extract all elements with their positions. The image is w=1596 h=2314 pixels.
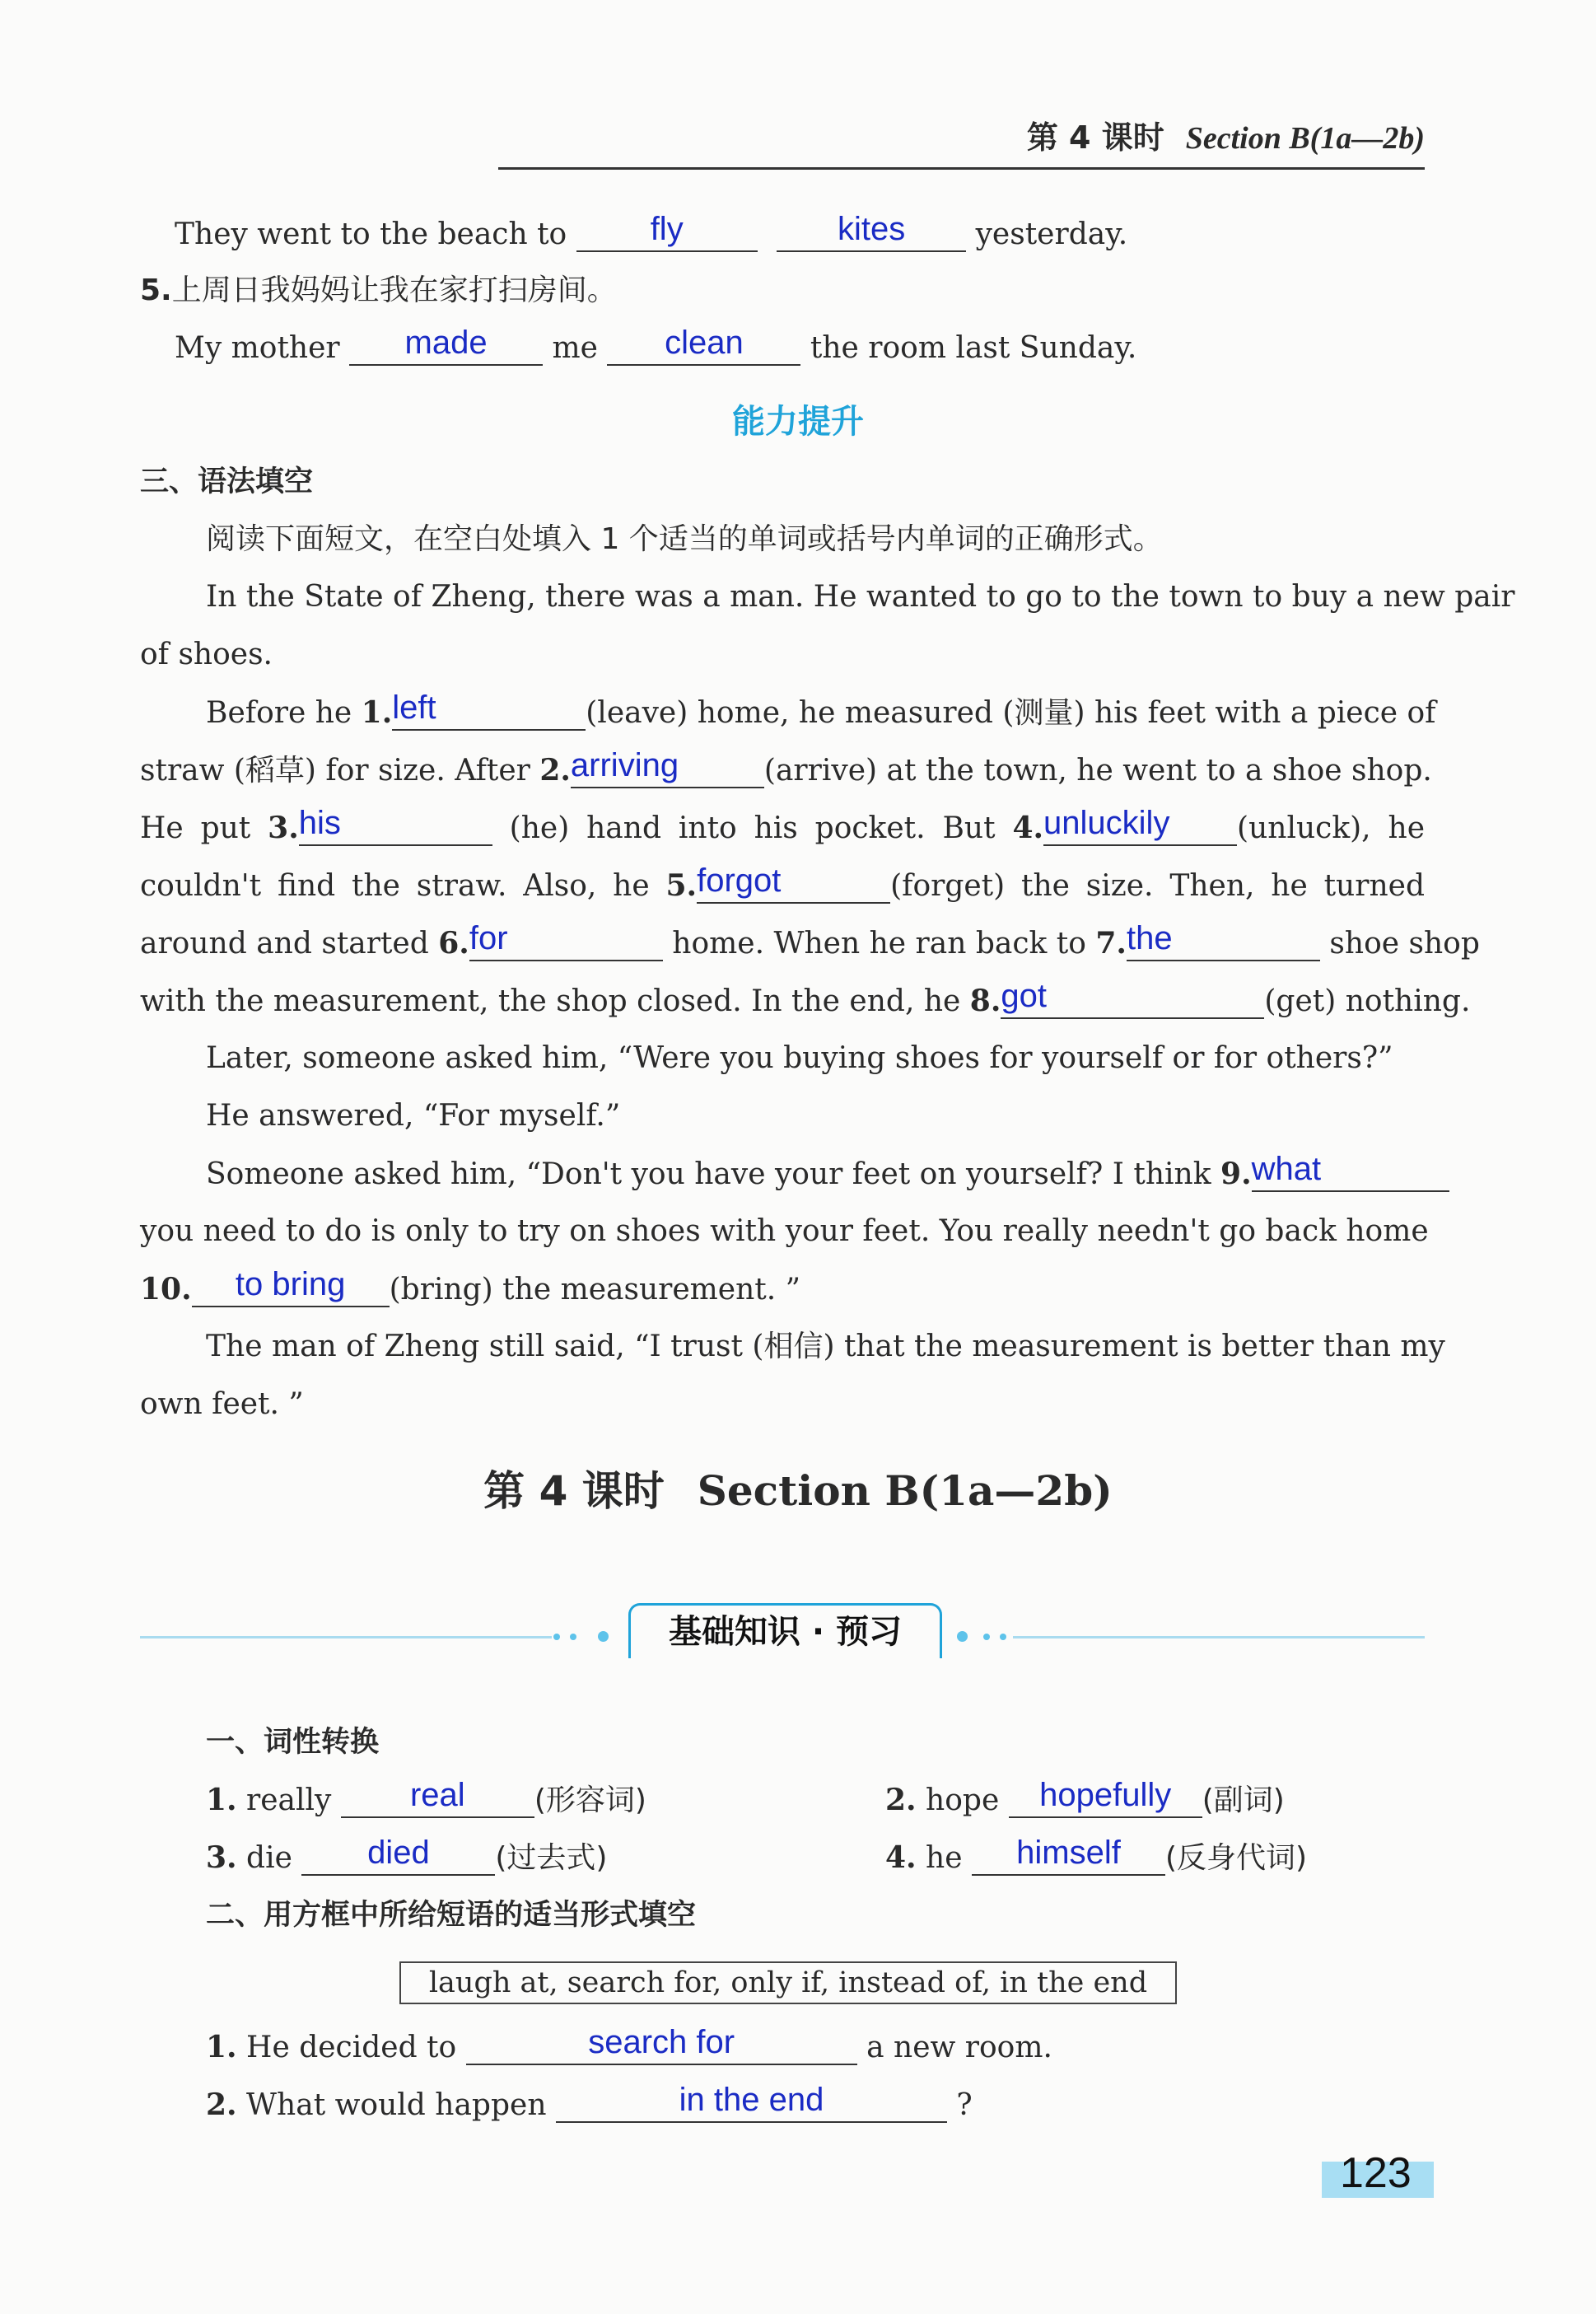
banner-dot bbox=[598, 1631, 609, 1642]
answer-blank[interactable] bbox=[697, 862, 890, 904]
blank-number: 7. bbox=[1095, 926, 1127, 961]
lesson-title-en: Section B(1a—2b) bbox=[697, 1466, 1113, 1515]
text: He put bbox=[140, 811, 251, 845]
answer: kites bbox=[838, 211, 906, 247]
partA-item-3 bbox=[206, 1837, 607, 1879]
answer-blank[interactable] bbox=[466, 2024, 857, 2065]
text: straw (稻草) for size. After bbox=[140, 754, 530, 788]
blank-number: 8. bbox=[969, 984, 1001, 1018]
partA-item-1 bbox=[206, 1779, 646, 1821]
answer-blank[interactable] bbox=[392, 690, 586, 731]
passage-line: In the State of Zheng, there was a man. He wanted to go to the town to buy a new pair bbox=[206, 580, 1515, 614]
item-number: 4. bbox=[885, 1840, 917, 1875]
answer: what bbox=[1251, 1151, 1322, 1187]
partB-title: 二、用方框中所给短语的适当形式填空 bbox=[206, 1899, 697, 1932]
chinese-sentence: 上周日我妈妈让我在家打扫房间。 bbox=[171, 273, 617, 307]
text: He decided to bbox=[246, 2031, 457, 2064]
page-number: 123 bbox=[1340, 2149, 1412, 2197]
banner-rule-right bbox=[1013, 1636, 1425, 1638]
text: me bbox=[552, 331, 598, 365]
partA-item-4 bbox=[885, 1837, 1307, 1879]
passage-line: Later, someone asked him, “Were you buying shoes for yourself or for others?” bbox=[206, 1041, 1393, 1075]
answer: search for bbox=[588, 2024, 735, 2060]
text: ? bbox=[956, 2088, 973, 2122]
blank-number: 1. bbox=[361, 695, 393, 730]
partA-item-2 bbox=[885, 1779, 1285, 1821]
passage-line bbox=[140, 747, 1432, 792]
item-word: die bbox=[246, 1841, 292, 1875]
header-lesson: 第 4 课时 bbox=[1026, 119, 1164, 156]
blank-number: 6. bbox=[438, 926, 469, 961]
answer: fly bbox=[650, 211, 684, 247]
answer: the bbox=[1126, 920, 1173, 956]
text: with the measurement, the shop closed. In the end, he bbox=[140, 984, 961, 1018]
passage-line bbox=[140, 862, 1425, 907]
answer-blank[interactable] bbox=[570, 747, 764, 788]
text: What would happen bbox=[246, 2088, 547, 2122]
answer-blank[interactable] bbox=[341, 1777, 534, 1818]
lesson-title bbox=[0, 1458, 1596, 1517]
banner-dot bbox=[1000, 1634, 1006, 1640]
answer-blank[interactable] bbox=[301, 1835, 495, 1876]
item-word: he bbox=[926, 1841, 963, 1875]
passage-line bbox=[140, 807, 1425, 849]
passage-line bbox=[140, 1266, 1425, 1311]
answer: hopefully bbox=[1039, 1777, 1172, 1813]
answer-blank[interactable] bbox=[298, 805, 492, 846]
banner-dot bbox=[553, 1634, 560, 1640]
passage-line: of shoes. bbox=[140, 638, 273, 671]
answer-blank[interactable] bbox=[1009, 1777, 1202, 1818]
sentence4-line bbox=[175, 211, 1425, 255]
blank-number: 9. bbox=[1220, 1157, 1252, 1191]
passage-line: you need to do is only to try on shoes with your feet. You really needn't go back home bbox=[140, 1214, 1429, 1248]
answer: in the end bbox=[679, 2082, 824, 2118]
passage-line bbox=[140, 920, 1480, 965]
item-hint: (副词) bbox=[1202, 1783, 1285, 1817]
answer: his bbox=[298, 805, 341, 841]
phrase-box: laugh at, search for, only if, instead of, in the end bbox=[399, 1961, 1177, 2004]
text: Before he bbox=[206, 696, 352, 730]
text: (leave) home, he measured (测量) his feet with a piece of bbox=[586, 696, 1436, 730]
partB-question-1 bbox=[206, 2024, 1425, 2069]
part3-instruction: 阅读下面短文，在空白处填入 1 个适当的单词或括号内单词的正确形式。 bbox=[206, 522, 1163, 556]
answer: clean bbox=[665, 325, 744, 361]
banner-dot bbox=[957, 1631, 968, 1642]
blank-number: 2. bbox=[539, 753, 571, 788]
answer-blank[interactable] bbox=[1251, 1151, 1449, 1192]
answer: himself bbox=[1016, 1835, 1121, 1871]
text: yesterday. bbox=[975, 217, 1128, 251]
answer-blank[interactable] bbox=[1043, 805, 1237, 846]
partB-question-2 bbox=[206, 2084, 1425, 2126]
item-hint: (反身代词) bbox=[1165, 1841, 1308, 1875]
lesson-title-cn: 第 4 课时 bbox=[483, 1467, 665, 1515]
text: the room last Sunday. bbox=[810, 331, 1137, 365]
answer: unluckily bbox=[1043, 805, 1170, 841]
text: Someone asked him, “Don't you have your feet on yourself? I think bbox=[206, 1157, 1211, 1191]
blank-number: 10. bbox=[140, 1272, 192, 1307]
text: (get) nothing. bbox=[1264, 984, 1471, 1018]
text: a new room. bbox=[866, 2031, 1052, 2064]
item-number: 1. bbox=[206, 1783, 237, 1817]
passage-line: own feet. ” bbox=[140, 1387, 304, 1421]
passage-line bbox=[206, 690, 1436, 734]
question-5-prompt bbox=[140, 270, 1425, 311]
text: (unluck), he bbox=[1237, 811, 1425, 845]
running-header bbox=[988, 112, 1425, 157]
banner-rule-left bbox=[140, 1636, 552, 1638]
answer: left bbox=[392, 690, 436, 726]
answer-blank[interactable] bbox=[576, 211, 758, 252]
passage-line bbox=[140, 978, 1471, 1022]
answer-blank[interactable] bbox=[469, 920, 663, 961]
text: around and started bbox=[140, 927, 429, 961]
question-5-line bbox=[175, 325, 1425, 369]
passage-line: He answered, “For myself.” bbox=[206, 1099, 621, 1133]
blank-number: 5. bbox=[665, 868, 698, 903]
text: (he) hand into his pocket. But bbox=[509, 811, 996, 845]
answer: real bbox=[409, 1777, 465, 1813]
answer-blank[interactable] bbox=[777, 211, 966, 252]
question-number: 1. bbox=[206, 2030, 237, 2064]
text: My mother bbox=[175, 331, 340, 365]
answer-blank[interactable] bbox=[349, 325, 543, 366]
answer: made bbox=[404, 325, 488, 361]
text: couldn't find the straw. Also, he bbox=[140, 869, 650, 903]
text: (arrive) at the town, he went to a shoe shop. bbox=[763, 754, 1432, 788]
answer-blank[interactable] bbox=[607, 325, 800, 366]
answer-blank[interactable] bbox=[192, 1266, 390, 1307]
item-number: 2. bbox=[885, 1783, 917, 1817]
text: shoe shop bbox=[1329, 927, 1480, 961]
answer-blank[interactable] bbox=[972, 1835, 1165, 1876]
blank-number: 3. bbox=[268, 811, 299, 845]
answer-blank[interactable] bbox=[1001, 978, 1264, 1019]
answer: forgot bbox=[697, 862, 782, 899]
item-word: really bbox=[246, 1783, 332, 1817]
item-number: 3. bbox=[206, 1840, 237, 1875]
blank-number: 4. bbox=[1012, 811, 1044, 845]
answer: to bring bbox=[235, 1266, 346, 1302]
item-hint: (过去式) bbox=[495, 1841, 608, 1875]
answer: died bbox=[367, 1835, 430, 1871]
question-number: 5. bbox=[140, 273, 172, 307]
text: (bring) the measurement. ” bbox=[389, 1273, 801, 1307]
header-rule bbox=[498, 167, 1425, 170]
part3-title: 三、语法填空 bbox=[140, 465, 314, 498]
section-ability-title: 能力提升 bbox=[732, 403, 864, 441]
answer: got bbox=[1001, 978, 1047, 1014]
item-hint: (形容词) bbox=[534, 1783, 646, 1817]
answer: arriving bbox=[570, 747, 679, 783]
item-word: hope bbox=[926, 1783, 1000, 1817]
text: home. When he ran back to bbox=[672, 927, 1086, 961]
header-section: Section B(1a—2b) bbox=[1185, 121, 1425, 156]
passage-line: The man of Zheng still said, “I trust (相信) that the measurement is better than my bbox=[206, 1330, 1445, 1363]
page-number-tab bbox=[1322, 2149, 1434, 2198]
banner-dot bbox=[570, 1634, 576, 1640]
banner-dot bbox=[983, 1634, 990, 1640]
answer: for bbox=[469, 920, 508, 956]
passage-line bbox=[206, 1153, 1425, 1195]
section-banner: 基础知识 · 预习 bbox=[628, 1603, 942, 1658]
question-number: 2. bbox=[206, 2087, 237, 2122]
text: They went to the beach to bbox=[175, 217, 567, 251]
answer-blank[interactable] bbox=[556, 2082, 947, 2123]
partA-title: 一、词性转换 bbox=[206, 1726, 380, 1759]
text: (forget) the size. Then, he turned bbox=[890, 869, 1425, 903]
answer-blank[interactable] bbox=[1126, 920, 1320, 961]
